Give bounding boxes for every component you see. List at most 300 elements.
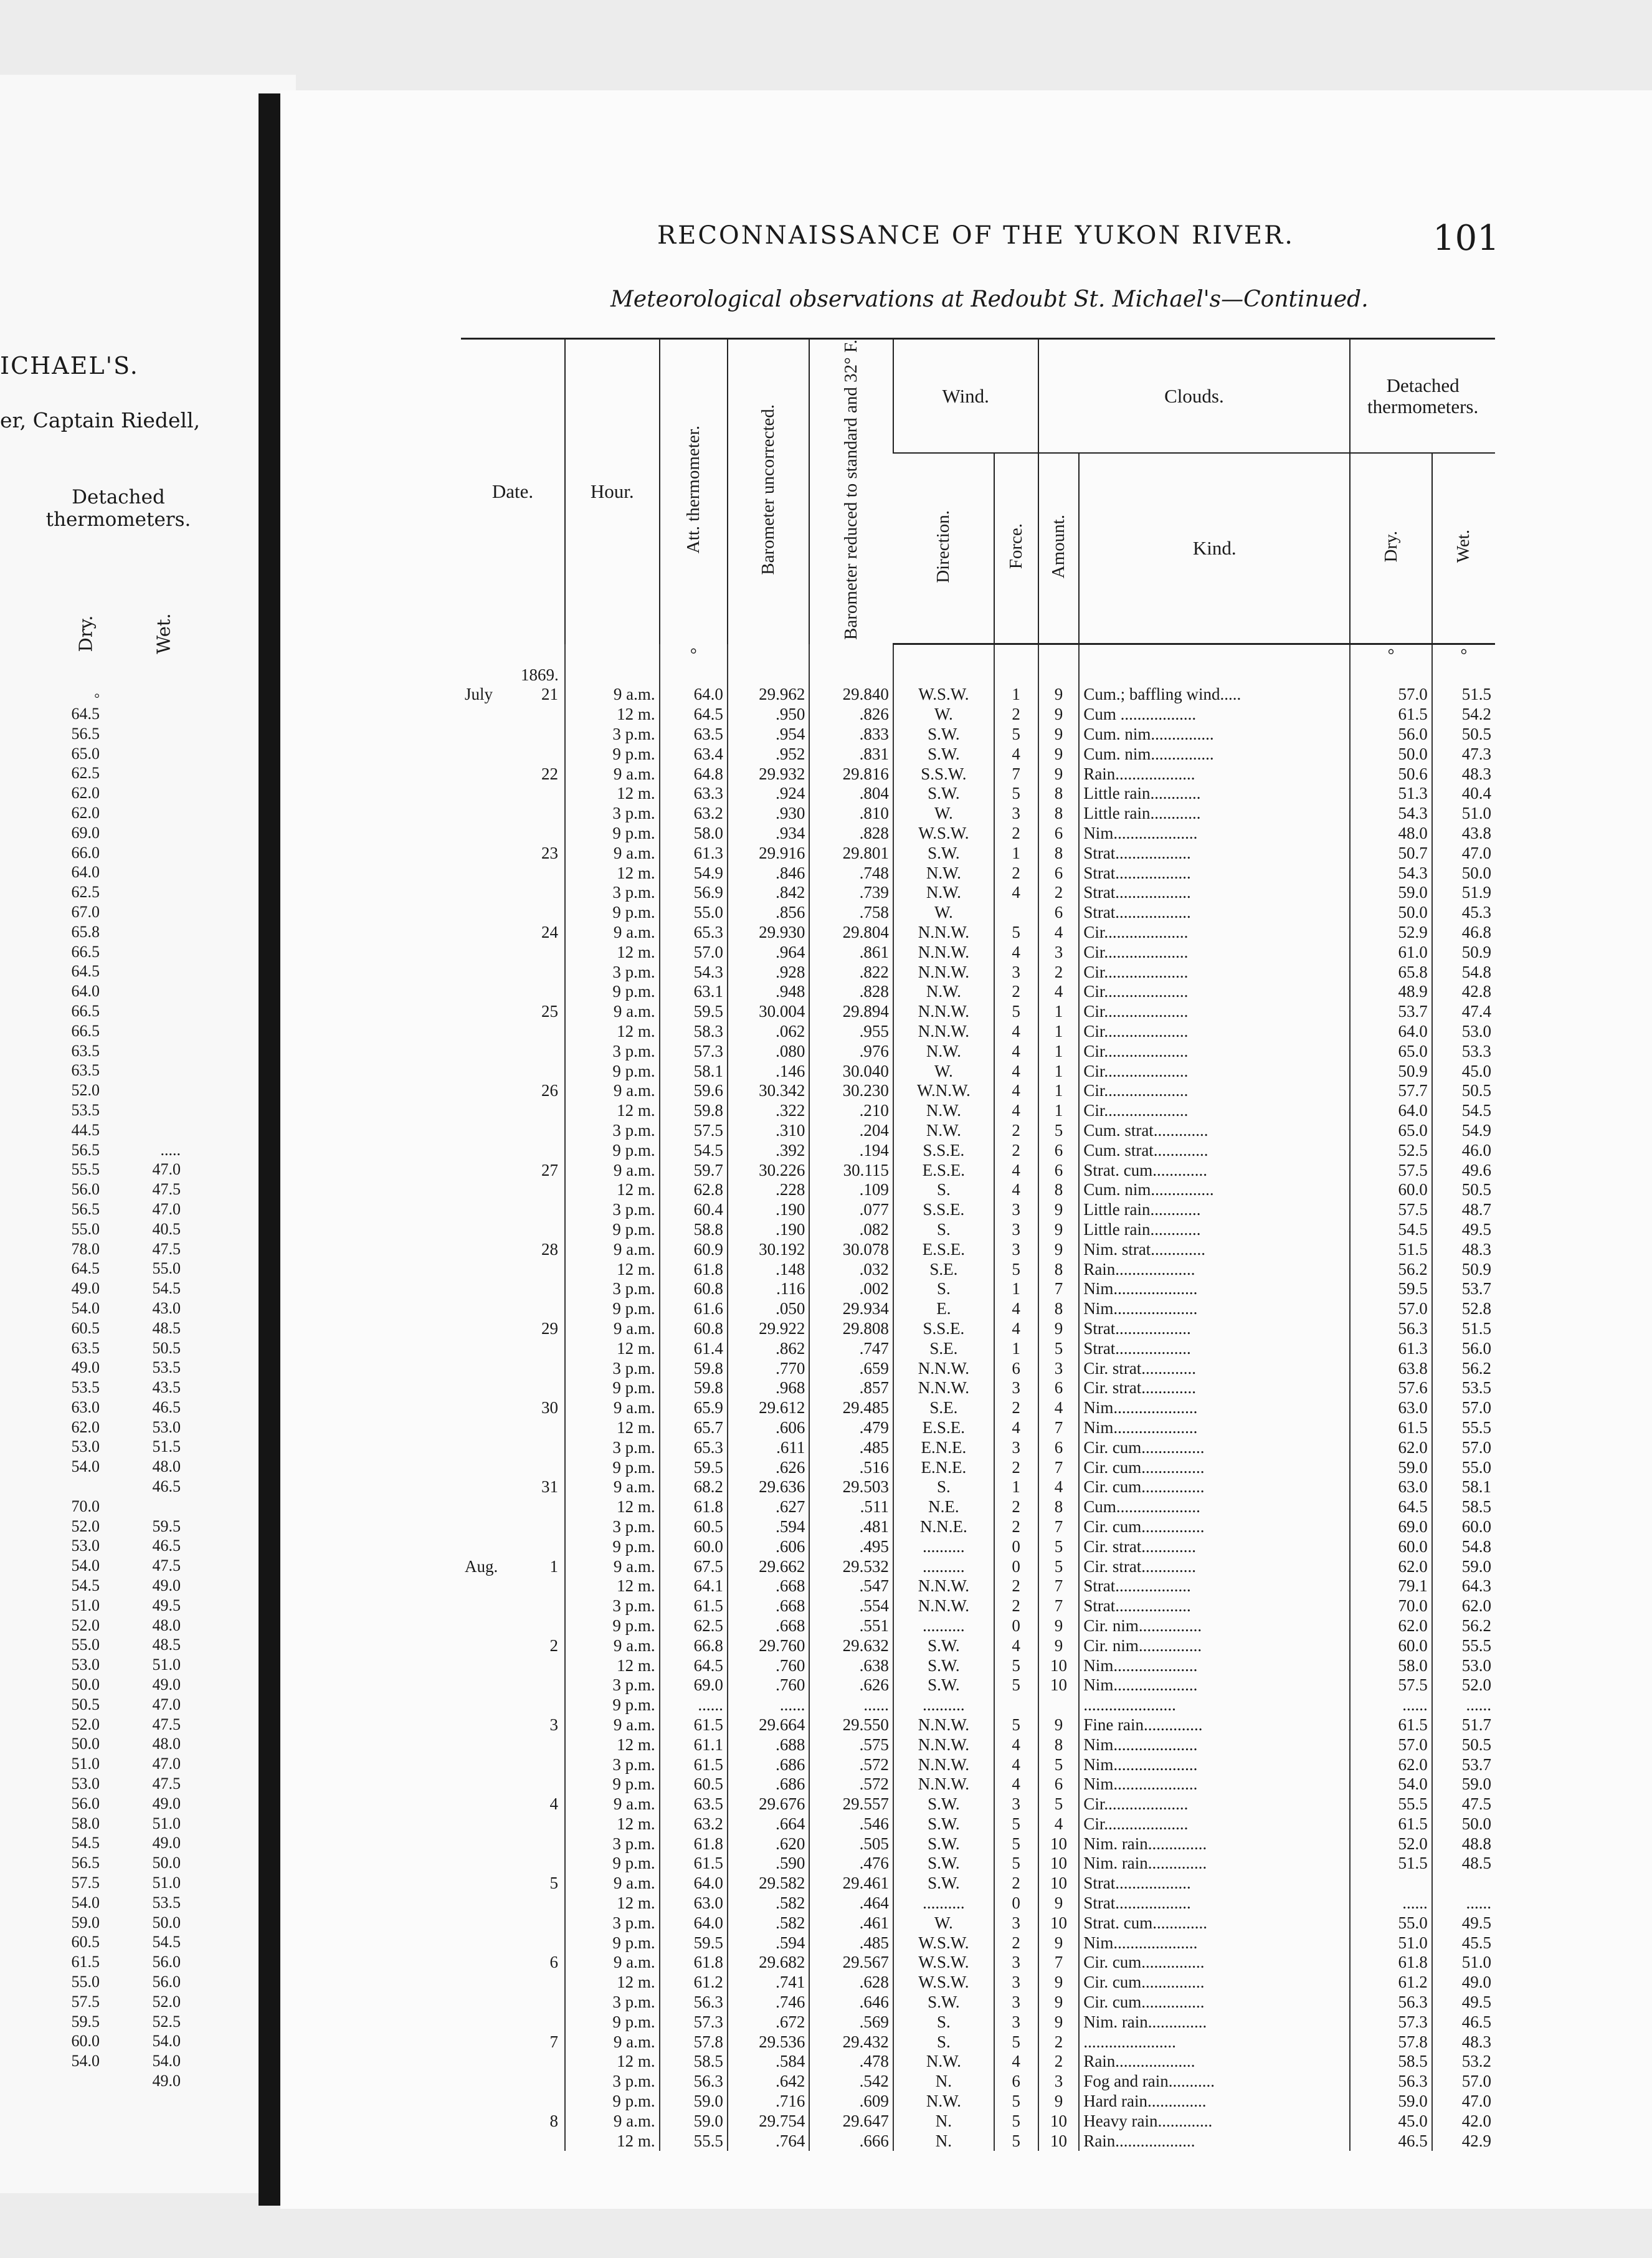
cell-barometer-uncorrected: .862 (728, 1338, 810, 1358)
cell-wet: 48.3 (1432, 2032, 1495, 2052)
cell-barometer-reduced: .659 (809, 1358, 893, 1378)
cell-att-thermometer: 65.9 (660, 1398, 728, 1418)
table-row (461, 1200, 1495, 1220)
cell-att-thermometer: 62.5 (660, 1616, 728, 1636)
cell-dry: 54.3 (1350, 804, 1432, 824)
cell-cloud-amount: 8 (1038, 1259, 1080, 1279)
cell-date (461, 1398, 565, 1418)
cell-att-thermometer: 61.5 (660, 1755, 728, 1774)
cell-cloud-amount: 6 (1038, 1378, 1080, 1398)
cell-barometer-reduced: 29.503 (809, 1477, 893, 1497)
cell-wind-direction: S.W. (893, 744, 994, 764)
cell-wind-force: 4 (994, 744, 1038, 764)
cell-cloud-amount: 6 (1038, 1774, 1080, 1794)
cell-barometer-uncorrected: .642 (728, 2072, 810, 2092)
cell-wet: 60.0 (1432, 1517, 1495, 1537)
cell-cloud-kind: Cir. strat............. (1079, 1536, 1350, 1556)
cell-wind-force: 6 (994, 2072, 1038, 2092)
cell-date (461, 982, 565, 1002)
cell-cloud-amount: 10 (1038, 1913, 1080, 1933)
date-day: 24 (541, 923, 558, 942)
left-page-observer: er, Captain Riedell, (0, 408, 201, 432)
cell-barometer-reduced: .481 (809, 1517, 893, 1537)
cell-cloud-amount: 9 (1038, 1894, 1080, 1913)
cell-wind-force: 2 (994, 1576, 1038, 1596)
cell-wind-force: 3 (994, 1200, 1038, 1220)
cell-cloud-amount: 9 (1038, 1220, 1080, 1240)
cell-date (461, 1556, 565, 1576)
cell-hour: 9 a.m. (565, 764, 660, 784)
cell-barometer-reduced: 29.461 (809, 1874, 893, 1894)
cell-wind-direction: S.E. (893, 1398, 994, 1418)
table-row (461, 1715, 1495, 1735)
cell-barometer-reduced: .572 (809, 1755, 893, 1774)
cell-cloud-amount: 9 (1038, 2012, 1080, 2032)
table-row (461, 1834, 1495, 1854)
cell-date (461, 1299, 565, 1319)
left-page (0, 75, 296, 2193)
cell-barometer-uncorrected: .590 (728, 1854, 810, 1874)
cell-dry: 64.0 (1350, 1022, 1432, 1042)
cell-dry: 57.5 (1350, 1675, 1432, 1695)
table-row (461, 804, 1495, 824)
cell-att-thermometer: 64.1 (660, 1576, 728, 1596)
cell-wind-direction: N.N.W. (893, 1774, 994, 1794)
cell-hour: 12 m. (565, 705, 660, 725)
cell-barometer-uncorrected: .322 (728, 1101, 810, 1121)
cell-hour: 12 m. (565, 1973, 660, 1993)
table-row (461, 1993, 1495, 2013)
cell-cloud-kind: Cum. strat............. (1079, 1121, 1350, 1141)
cell-barometer-uncorrected: .741 (728, 1973, 810, 1993)
cell-cloud-amount: 5 (1038, 1794, 1080, 1814)
table-row (461, 744, 1495, 764)
cell-date (461, 2012, 565, 2032)
cell-cloud-kind: Strat.................. (1079, 883, 1350, 903)
table-row (461, 665, 1495, 685)
cell-barometer-uncorrected: .760 (728, 1675, 810, 1695)
cell-hour: 9 p.m. (565, 1220, 660, 1240)
cell-date (461, 1101, 565, 1121)
cell-att-thermometer: 63.5 (660, 725, 728, 745)
cell-wind-force: 5 (994, 2131, 1038, 2151)
cell-wind-direction (893, 665, 994, 685)
cell-wind-force: 4 (994, 1101, 1038, 1121)
cell-att-thermometer: 61.4 (660, 1338, 728, 1358)
cell-att-thermometer: 56.9 (660, 883, 728, 903)
date-day: 5 (549, 1874, 558, 1893)
cell-wind-direction: S.W. (893, 1874, 994, 1894)
cell-wind-direction: S. (893, 2032, 994, 2052)
cell-cloud-kind: Cir. cum............... (1079, 1993, 1350, 2013)
cell-att-thermometer: 63.2 (660, 1814, 728, 1834)
col-date: Date. (461, 339, 565, 644)
table-row (461, 1418, 1495, 1438)
cell-barometer-uncorrected: .950 (728, 705, 810, 725)
cell-barometer-reduced: 29.840 (809, 685, 893, 705)
cell-hour: 3 p.m. (565, 1755, 660, 1774)
cell-wind-force: 3 (994, 1220, 1038, 1240)
cell-barometer-uncorrected: .716 (728, 2092, 810, 2112)
cell-att-thermometer: 64.0 (660, 1913, 728, 1933)
cell-wet: 53.5 (1432, 1378, 1495, 1398)
cell-date (461, 1319, 565, 1339)
cell-cloud-amount: 7 (1038, 1576, 1080, 1596)
cell-cloud-kind: Nim. rain.............. (1079, 1854, 1350, 1874)
cell-dry: 57.5 (1350, 1160, 1432, 1180)
cell-barometer-reduced: .511 (809, 1497, 893, 1517)
cell-date (461, 1497, 565, 1517)
cell-barometer-uncorrected: 29.612 (728, 1398, 810, 1418)
cell-barometer-uncorrected: 30.342 (728, 1081, 810, 1101)
cell-barometer-reduced: .461 (809, 1913, 893, 1933)
cell-wet: 49.0 (1432, 1973, 1495, 1993)
cell-wet: 49.5 (1432, 1913, 1495, 1933)
cell-att-thermometer: 63.2 (660, 804, 728, 824)
cell-barometer-reduced: .822 (809, 962, 893, 982)
cell-hour: 12 m. (565, 1022, 660, 1042)
cell-wet: 50.0 (1432, 1814, 1495, 1834)
cell-cloud-kind: Strat.................. (1079, 1894, 1350, 1913)
cell-date (461, 1834, 565, 1854)
cell-wind-direction: N.N.W. (893, 942, 994, 962)
cell-wind-force: 4 (994, 1774, 1038, 1794)
cell-date (461, 1338, 565, 1358)
cell-wind-force: 3 (994, 1794, 1038, 1814)
cell-att-thermometer: 55.0 (660, 903, 728, 923)
degree-row (461, 644, 1495, 665)
cell-dry: 65.8 (1350, 962, 1432, 982)
cell-date (461, 784, 565, 804)
cell-wind-force: 5 (994, 2032, 1038, 2052)
cell-barometer-uncorrected: .764 (728, 2131, 810, 2151)
cell-barometer-reduced: .210 (809, 1101, 893, 1121)
cell-wind-force: 4 (994, 1636, 1038, 1655)
cell-wind-force: 5 (994, 2092, 1038, 2112)
cell-cloud-amount: 6 (1038, 1160, 1080, 1180)
cell-hour: 12 m. (565, 1576, 660, 1596)
cell-cloud-kind: Little rain............ (1079, 804, 1350, 824)
cell-hour: 9 p.m. (565, 2092, 660, 2112)
left-wet-values: ..... 47.0 47.5 47.0 40.5 47.5 55.0 54.5 43.0 48.5 50.5 53.5 43.5 46.5 53.0 51.5 48.0 46.5 59.5 46.5 47.5 49.0 49.5 48.0 48.5 51.0 49.0 47.0 47.5 48.0 47.0 47.5 49.0 51.0 49.0 50.0 51.0 53.5 50.0 54.5 56.0 56.0 52.0 52.5 54.0 54.0 49.0 (152, 1140, 181, 2090)
cell-wind-force: 3 (994, 962, 1038, 982)
cell-wind-force: 2 (994, 1933, 1038, 1953)
cell-att-thermometer: 59.0 (660, 2092, 728, 2112)
cell-att-thermometer: 58.0 (660, 824, 728, 844)
table-row (461, 1457, 1495, 1477)
date-day: 8 (549, 2111, 558, 2130)
table-row (461, 2092, 1495, 2112)
cell-wind-direction: S.W. (893, 1655, 994, 1675)
cell-barometer-reduced: .109 (809, 1180, 893, 1200)
cell-date (461, 962, 565, 982)
cell-date (461, 665, 565, 685)
cell-att-thermometer: 58.3 (660, 1022, 728, 1042)
date-day: 1 (549, 1556, 558, 1576)
cell-wind-force: 4 (994, 883, 1038, 903)
table-row (461, 1041, 1495, 1061)
cell-att-thermometer: 57.0 (660, 942, 728, 962)
cell-cloud-kind: Cir.................... (1079, 1794, 1350, 1814)
cell-dry: 50.0 (1350, 744, 1432, 764)
cell-barometer-reduced: .609 (809, 2092, 893, 2112)
cell-hour: 9 a.m. (565, 1002, 660, 1022)
cell-cloud-amount: 9 (1038, 1200, 1080, 1220)
cell-wind-force: 2 (994, 982, 1038, 1002)
table-row (461, 824, 1495, 844)
degree-mark: ° (660, 644, 728, 665)
cell-cloud-kind: Strat. cum............. (1079, 1913, 1350, 1933)
cell-barometer-uncorrected: 30.226 (728, 1160, 810, 1180)
cell-cloud-kind: Cum. strat............. (1079, 1140, 1350, 1160)
table-row (461, 1299, 1495, 1319)
cell-cloud-amount: 4 (1038, 1814, 1080, 1834)
cell-dry: 50.7 (1350, 843, 1432, 863)
cell-cloud-amount: 3 (1038, 1358, 1080, 1378)
cell-wind-force: 3 (994, 1953, 1038, 1973)
cell-wind-direction: N.W. (893, 883, 994, 903)
cell-hour: 9 p.m. (565, 903, 660, 923)
cell-cloud-kind: Cir. cum............... (1079, 1457, 1350, 1477)
cell-att-thermometer: 57.5 (660, 1121, 728, 1141)
cell-wind-direction: S. (893, 1220, 994, 1240)
cell-att-thermometer: 64.5 (660, 1655, 728, 1675)
cell-hour: 9 a.m. (565, 1715, 660, 1735)
cell-cloud-amount: 1 (1038, 1081, 1080, 1101)
table-row (461, 1755, 1495, 1774)
cell-wind-force: 4 (994, 1160, 1038, 1180)
cell-cloud-kind: Fog and rain........... (1079, 2072, 1350, 2092)
cell-wind-force: 6 (994, 1358, 1038, 1378)
cell-barometer-reduced: .826 (809, 705, 893, 725)
cell-hour: 12 m. (565, 1101, 660, 1121)
cell-hour: 9 a.m. (565, 2032, 660, 2052)
col-force: Force. (994, 453, 1038, 644)
cell-cloud-amount: 4 (1038, 1477, 1080, 1497)
cell-barometer-uncorrected: .664 (728, 1814, 810, 1834)
cell-barometer-reduced: .551 (809, 1616, 893, 1636)
cell-dry: 63.8 (1350, 1358, 1432, 1378)
cell-att-thermometer: 61.1 (660, 1735, 728, 1755)
cell-wind-direction: W.S.W. (893, 1973, 994, 1993)
cell-dry: 50.6 (1350, 764, 1432, 784)
cell-dry: 54.3 (1350, 863, 1432, 883)
cell-barometer-reduced: 29.804 (809, 923, 893, 943)
degree-mark: ° (1432, 644, 1495, 665)
cell-wet: 53.3 (1432, 1041, 1495, 1061)
cell-date (461, 1220, 565, 1240)
cell-date (461, 1695, 565, 1715)
cell-wind-direction: S.W. (893, 1854, 994, 1874)
cell-wind-direction: W. (893, 804, 994, 824)
cell-dry: 69.0 (1350, 1517, 1432, 1537)
table-row (461, 1338, 1495, 1358)
left-col-dry: Dry. (75, 615, 97, 652)
cell-wind-force: 3 (994, 1239, 1038, 1259)
cell-date (461, 2131, 565, 2151)
cell-hour: 9 p.m. (565, 824, 660, 844)
cell-barometer-reduced: .857 (809, 1378, 893, 1398)
table-row (461, 725, 1495, 745)
cell-dry: 63.0 (1350, 1477, 1432, 1497)
cell-cloud-kind: Cir.................... (1079, 942, 1350, 962)
cell-cloud-kind: Cir. cum............... (1079, 1973, 1350, 1993)
table-row (461, 2052, 1495, 2072)
cell-barometer-uncorrected: .668 (728, 1616, 810, 1636)
cell-cloud-amount: 2 (1038, 2032, 1080, 2052)
cell-date (461, 1477, 565, 1497)
cell-barometer-uncorrected: .148 (728, 1259, 810, 1279)
cell-barometer-reduced: .479 (809, 1418, 893, 1438)
cell-dry: 51.5 (1350, 1239, 1432, 1259)
cell-dry: 59.0 (1350, 1457, 1432, 1477)
cell-barometer-reduced: 29.432 (809, 2032, 893, 2052)
cell-cloud-kind: Hard rain.............. (1079, 2092, 1350, 2112)
cell-date (461, 2052, 565, 2072)
cell-att-thermometer: 54.9 (660, 863, 728, 883)
cell-barometer-reduced: 29.557 (809, 1794, 893, 1814)
cell-wind-direction: W.S.W. (893, 1933, 994, 1953)
cell-date (461, 1794, 565, 1814)
cell-wind-force: 5 (994, 1675, 1038, 1695)
cell-cloud-kind: Nim.................... (1079, 1774, 1350, 1794)
cell-date (461, 1200, 565, 1220)
cell-cloud-amount: 7 (1038, 1457, 1080, 1477)
cell-cloud-amount: 9 (1038, 1973, 1080, 1993)
left-degree-mark: ° (94, 690, 100, 706)
cell-hour: 9 p.m. (565, 1378, 660, 1398)
cell-barometer-reduced: 29.647 (809, 2111, 893, 2131)
cell-wind-force: 1 (994, 1338, 1038, 1358)
cell-hour: 9 a.m. (565, 1953, 660, 1973)
cell-barometer-reduced: .748 (809, 863, 893, 883)
cell-wet: 57.0 (1432, 1398, 1495, 1418)
cell-wind-direction: .......... (893, 1894, 994, 1913)
cell-wet: 48.3 (1432, 764, 1495, 784)
cell-hour: 9 a.m. (565, 1636, 660, 1655)
cell-cloud-amount: 7 (1038, 1596, 1080, 1616)
cell-dry: 57.0 (1350, 1735, 1432, 1755)
cell-att-thermometer: 61.5 (660, 1596, 728, 1616)
cell-date (461, 725, 565, 745)
table-row (461, 1101, 1495, 1121)
table-row (461, 1180, 1495, 1200)
table-row (461, 705, 1495, 725)
cell-barometer-uncorrected: .146 (728, 1061, 810, 1081)
cell-barometer-reduced: .976 (809, 1041, 893, 1061)
cell-cloud-amount: 8 (1038, 1735, 1080, 1755)
cell-barometer-reduced: .032 (809, 1259, 893, 1279)
cell-barometer-reduced: .546 (809, 1814, 893, 1834)
cell-hour: 9 a.m. (565, 1398, 660, 1418)
cell-barometer-reduced: .575 (809, 1735, 893, 1755)
cell-wind-direction: S.W. (893, 1993, 994, 2013)
cell-barometer-uncorrected: 30.192 (728, 1239, 810, 1259)
cell-hour: 9 a.m. (565, 1556, 660, 1576)
date-day: 6 (549, 1953, 558, 1972)
date-day: 7 (549, 2032, 558, 2051)
cell-wet: 40.4 (1432, 784, 1495, 804)
cell-att-thermometer: 60.5 (660, 1517, 728, 1537)
cell-wind-force: 3 (994, 2012, 1038, 2032)
cell-barometer-uncorrected: .582 (728, 1913, 810, 1933)
table-row (461, 1061, 1495, 1081)
cell-att-thermometer: 64.8 (660, 764, 728, 784)
cell-date (461, 942, 565, 962)
cell-hour: 12 m. (565, 2052, 660, 2072)
left-detached-header: Detached thermometers. (45, 486, 191, 531)
cell-barometer-uncorrected: .310 (728, 1121, 810, 1141)
cell-cloud-amount: 1 (1038, 1022, 1080, 1042)
cell-dry: 57.7 (1350, 1081, 1432, 1101)
cell-wet: 51.9 (1432, 883, 1495, 903)
cell-date (461, 1378, 565, 1398)
cell-wet: 51.0 (1432, 804, 1495, 824)
col-kind: Kind. (1079, 453, 1350, 644)
table-row (461, 784, 1495, 804)
cell-cloud-kind: Heavy rain............. (1079, 2111, 1350, 2131)
cell-cloud-amount: 8 (1038, 843, 1080, 863)
cell-wet: ...... (1432, 1695, 1495, 1715)
cell-wet: 51.5 (1432, 685, 1495, 705)
cell-barometer-reduced: .077 (809, 1200, 893, 1220)
cell-barometer-uncorrected: .954 (728, 725, 810, 745)
cell-date (461, 1239, 565, 1259)
cell-barometer-reduced: 30.115 (809, 1160, 893, 1180)
cell-barometer-uncorrected: .948 (728, 982, 810, 1002)
cell-date (461, 1874, 565, 1894)
cell-att-thermometer: 60.5 (660, 1774, 728, 1794)
cell-barometer-reduced: .547 (809, 1576, 893, 1596)
cell-att-thermometer: 65.3 (660, 1437, 728, 1457)
table-row (461, 1556, 1495, 1576)
cell-wind-direction: N.W. (893, 863, 994, 883)
cell-cloud-amount: 9 (1038, 725, 1080, 745)
cell-wet: 55.5 (1432, 1418, 1495, 1438)
cell-cloud-amount: 9 (1038, 2092, 1080, 2112)
cell-wind-direction: W. (893, 705, 994, 725)
cell-wind-direction: E.S.E. (893, 1160, 994, 1180)
cell-wind-direction: N.N.W. (893, 1022, 994, 1042)
cell-cloud-kind: Nim.................... (1079, 824, 1350, 844)
cell-date (461, 1259, 565, 1279)
cell-dry: 53.7 (1350, 1002, 1432, 1022)
cell-att-thermometer: 59.7 (660, 1160, 728, 1180)
cell-date (461, 2032, 565, 2052)
cell-dry: 61.8 (1350, 1953, 1432, 1973)
cell-dry: 50.9 (1350, 1061, 1432, 1081)
cell-wind-force: 5 (994, 1655, 1038, 1675)
cell-cloud-kind: Nim.................... (1079, 1655, 1350, 1675)
cell-dry: 62.0 (1350, 1755, 1432, 1774)
cell-wind-force: 5 (994, 784, 1038, 804)
cell-wind-force: 5 (994, 1259, 1038, 1279)
cell-wind-direction: N.W. (893, 2052, 994, 2072)
cell-barometer-reduced: .476 (809, 1854, 893, 1874)
table-row (461, 1874, 1495, 1894)
cell-date (461, 1437, 565, 1457)
cell-hour: 12 m. (565, 942, 660, 962)
cell-hour: 12 m. (565, 1655, 660, 1675)
cell-wind-force: 0 (994, 1616, 1038, 1636)
cell-att-thermometer: 66.8 (660, 1636, 728, 1655)
table-row (461, 1002, 1495, 1022)
col-amount: Amount. (1038, 453, 1080, 644)
cell-wind-direction: N.N.W. (893, 1358, 994, 1378)
cell-cloud-amount: 9 (1038, 1616, 1080, 1636)
cell-wind-force: 4 (994, 1319, 1038, 1339)
cell-cloud-amount: 7 (1038, 1517, 1080, 1537)
